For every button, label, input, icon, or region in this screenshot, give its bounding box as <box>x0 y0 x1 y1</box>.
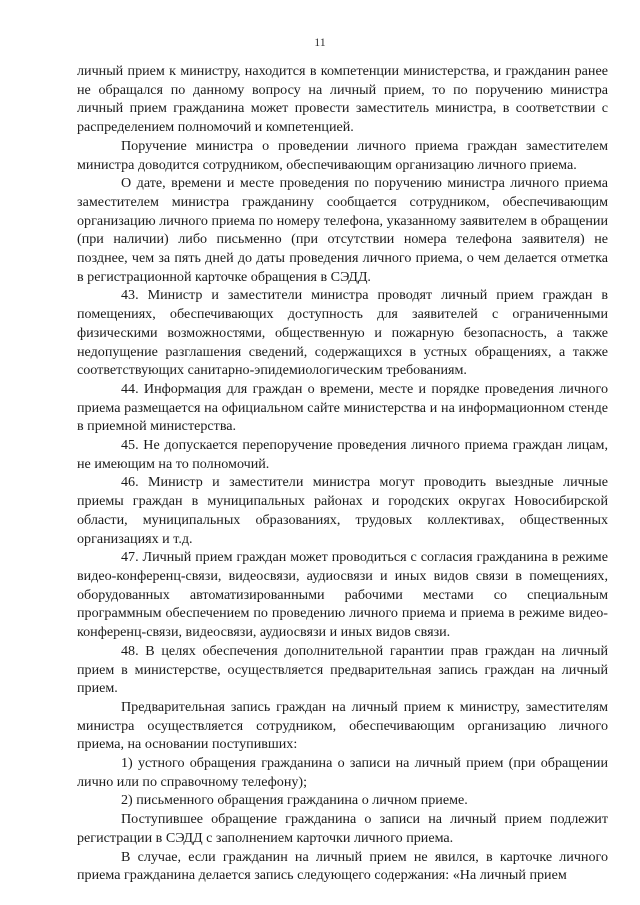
paragraph-item-47: 47. Личный прием граждан может проводиться с согласия гражданина в режиме видео-конференц-связи, видеосвязи, аудиосвязи и иных видов связи в помещениях, оборудованных автоматизированными рабочими местами со специальным программным обеспечением по проведению личного приема и приема в режиме видео-конференц-связи, видеосвязи, аудиосвязи и иных видов связи. <box>77 549 608 641</box>
list-item: 2) письменного обращения гражданина о личном приеме. <box>121 792 468 809</box>
document-body <box>77 62 608 885</box>
paragraph: О дате, времени и месте проведения по поручению министра личного приема заместителем министра гражданину сообщается сотрудником, обеспечивающим организацию личного приема по номеру телефона, указанному заявителем в обращении (при наличии) либо письменно (при отсутствии номера телефона заявителя) не позднее, чем за пять дней до даты проведения личного приема, о чем делается отметка в регистрационной карточке обращения в СЭДД. <box>77 175 608 285</box>
paragraph: Поступившее обращение гражданина о записи на личный прием подлежит регистрации в СЭДД с заполнением карточки личного приема. <box>77 811 608 846</box>
paragraph-item-43: 43. Министр и заместители министра проводят личный прием граждан в помещениях, обеспечивающих доступность для заявителей с ограниченными физическими возможностями, общественную и пожарную безопасность, а также недопущение разглашения сведений, содержащихся в устных обращениях, а также соответствующих санитарно-эпидемиологическим требованиям. <box>77 287 608 379</box>
paragraph-item-46: 46. Министр и заместители министра могут проводить выездные личные приемы граждан в муниципальных районах и городских округах Новосибирской области, муниципальных образованиях, трудовых коллективах, общественных организациях и т.д. <box>77 474 608 547</box>
list-item: 1) устного обращения гражданина о записи на личный прием (при обращении лично или по справочному телефону); <box>77 755 608 790</box>
paragraph: Поручение министра о проведении личного приема граждан заместителем министра доводится сотрудником, обеспечивающим организацию личного приема. <box>77 137 608 173</box>
paragraph: Предварительная запись граждан на личный прием к министру, заместителям министра осуществляется сотрудником, обеспечивающим организацию личного приема, на основании поступивших: <box>77 698 608 753</box>
page-number: 11 <box>314 35 326 49</box>
paragraph-item-45: 45. Не допускается перепоручение проведения личного приема граждан лицам, не имеющим на то полномочий. <box>77 437 608 472</box>
paragraph: личный прием к министру, находится в компетенции министерства, и гражданин ранее не обращался по данному вопросу на личный прием, то по поручению министра личный прием гражданина может провести заместитель министра, в соответствии с распределением полномочий и компетенцией. <box>77 63 608 136</box>
paragraph-item-44: 44. Информация для граждан о времени, месте и порядке проведения личного приема размещается на официальном сайте министерства и на информационном стенде в приемной министерства. <box>77 380 608 435</box>
paragraph-item-48: 48. В целях обеспечения дополнительной гарантии прав граждан на личный прием в министерстве, осуществляется предварительная запись граждан на личный прием. <box>77 642 608 697</box>
paragraph: В случае, если гражданин на личный прием не явился, в карточке личного приема гражданина делается запись следующего содержания: «На личный прием <box>77 848 608 884</box>
